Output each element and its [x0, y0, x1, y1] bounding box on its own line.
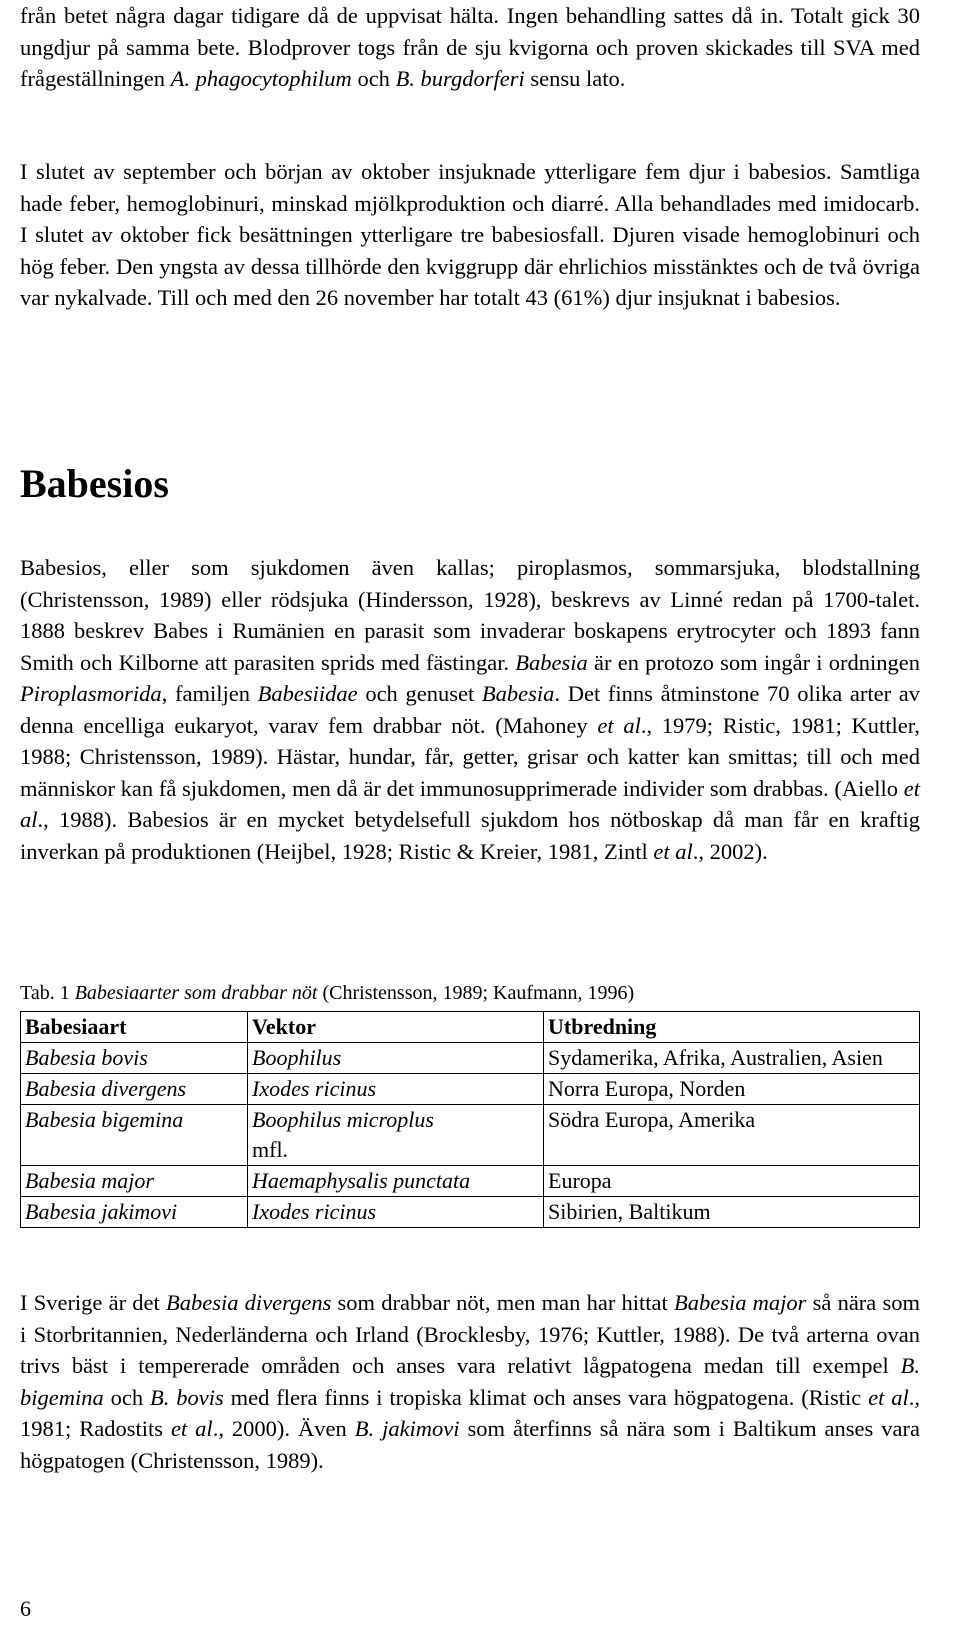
column-header: Babesiaart	[21, 1012, 248, 1043]
table-row	[21, 1166, 920, 1197]
paragraph-sweden: I Sverige är det Babesia divergens som drabbar nöt, men man har hittat Babesia major så nära som i Storbritannien, Nederländerna och Irland (Brocklesby, 1976; Kuttler, 1988). De två arterna ovan trivs bäst i tempererade områden och anses vara relativt lågpatogena medan till exempel B. bigemina och B. bovis med flera finns i tropiska klimat och anses vara högpatogena. (Ristic et al., 1981; Radostits et al., 2000). Även B. jakimovi som återfinns så nära som i Baltikum anses vara högpatogen (Christensson, 1989).	[20, 1290, 920, 1473]
vector-cell: Boophilus microplus mfl.	[248, 1105, 544, 1166]
column-header: Vektor	[248, 1012, 544, 1043]
table-row	[21, 1105, 920, 1166]
page-number: 6	[20, 1596, 31, 1621]
babesia-species-table	[20, 1011, 920, 1228]
table-header-row	[21, 1012, 920, 1043]
vector-cell: Ixodes ricinus	[248, 1197, 544, 1228]
paragraph-babesiosis-intro: Babesios, eller som sjukdomen även kallas; piroplasmos, sommarsjuka, blodstallning (Christensson, 1989) eller rödsjuka (Hindersson, 1928), beskrevs av Linné redan på 1700-talet. 1888 beskrev Babes i Rumänien en parasit som invaderar boskapens erytrocyter och 1893 fann Smith och Kilborne att parasiten sprids med fästingar. Babesia är en protozo som ingår i ordningen Piroplasmorida, familjen Babesiidae och genuset Babesia. Det finns åtminstone 70 olika arter av denna encelliga eukaryot, varav fem drabbar nöt. (Mahoney et al., 1979; Ristic, 1981; Kuttler, 1988; Christensson, 1989). Hästar, hundar, får, getter, grisar och katter kan smittas; till och med människor kan få sjukdomen, men då är det immunosupprimerade individer som drabbas. (Aiello et al., 1988). Babesios är en mycket betydelsefull sjukdom hos nötboskap då man får en kraftig inverkan på produktionen (Heijbel, 1928; Ristic & Kreier, 1981, Zintl et al., 2002).	[20, 555, 921, 864]
distribution-cell: Södra Europa, Amerika	[544, 1105, 920, 1166]
column-header: Utbredning	[544, 1012, 920, 1043]
species-cell: Babesia bigemina	[21, 1105, 248, 1166]
distribution-cell: Norra Europa, Norden	[544, 1074, 920, 1105]
paragraph-babesiosis-cases: I slutet av september och början av oktober insjuknade ytterligare fem djur i babesios. Samtliga hade feber, hemoglobinuri, minskad mjölkproduktion och diarré. Alla behandlades med imidocarb. I slutet av oktober fick besättningen ytterligare tre babesiosfall. Djuren visade hemoglobinuri och hög feber. Den yngsta av dessa tillhörde den kviggrupp där ehrlichios misstänktes och de två övriga var nykalvade. Till och med den 26 november har totalt 43 (61%) djur insjuknat i babesios.	[20, 159, 920, 310]
vector-cell: Haemaphysalis punctata	[248, 1166, 544, 1197]
distribution-cell: Sibirien, Baltikum	[544, 1197, 920, 1228]
section-heading: Babesios	[20, 461, 169, 506]
table-row	[21, 1197, 920, 1228]
table-row	[21, 1043, 920, 1074]
paragraph-case-report: från betet några dagar tidigare då de uppvisat hälta. Ingen behandling sattes då in. Totalt gick 30 ungdjur på samma bete. Blodprover togs från de sju kvigorna och proven skickades till SVA med frågeställningen A. phagocytophilum och B. burgdorferi sensu lato.	[20, 3, 920, 91]
distribution-cell: Europa	[544, 1166, 920, 1197]
species-cell: Babesia bovis	[21, 1043, 248, 1074]
species-cell: Babesia major	[21, 1166, 248, 1197]
vector-cell: Ixodes ricinus	[248, 1074, 544, 1105]
species-cell: Babesia divergens	[21, 1074, 248, 1105]
vector-cell: Boophilus	[248, 1043, 544, 1074]
distribution-cell: Sydamerika, Afrika, Australien, Asien	[544, 1043, 920, 1074]
table-row	[21, 1074, 920, 1105]
species-cell: Babesia jakimovi	[21, 1197, 248, 1228]
table-caption: Tab. 1 Babesiaarter som drabbar nöt (Christensson, 1989; Kaufmann, 1996)	[20, 982, 635, 1004]
